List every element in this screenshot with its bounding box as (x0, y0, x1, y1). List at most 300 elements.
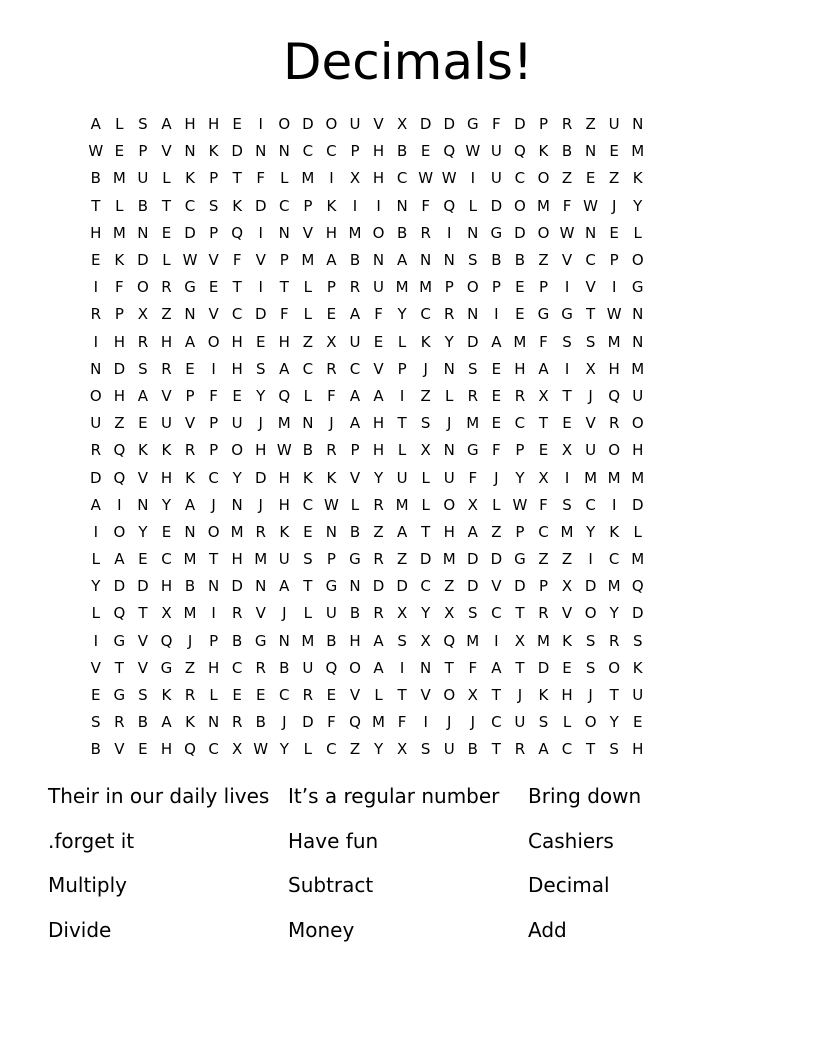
grid-letter: P (209, 631, 219, 650)
grid-letter: C (208, 740, 219, 759)
grid-letter: A (467, 522, 478, 541)
grid-letter: D (537, 658, 550, 677)
grid-letter: H (278, 495, 290, 514)
grid-letter: S (138, 115, 148, 134)
grid-letter: H (372, 142, 385, 161)
grid-row (84, 329, 744, 356)
grid-letter: R (608, 414, 620, 433)
grid-letter: Z (114, 414, 125, 433)
grid-letter: P (350, 441, 360, 460)
grid-letter: P (515, 522, 525, 541)
grid-letter: S (585, 332, 596, 351)
grid-letter: M (112, 169, 126, 188)
grid-letter: X (420, 631, 431, 650)
grid-letter: N (325, 522, 338, 541)
grid-letter: Q (325, 658, 338, 677)
grid-letter: N (467, 305, 479, 324)
grid-letter: E (562, 414, 572, 433)
grid-letter: M (277, 414, 291, 433)
word-list (48, 774, 788, 952)
grid-letter: B (90, 169, 101, 188)
grid-letter: U (443, 468, 455, 487)
grid-letter: H (255, 441, 267, 460)
grid-letter: L (303, 740, 313, 759)
grid-letter: Z (609, 169, 620, 188)
grid-letter: D (584, 577, 597, 596)
grid-letter: U (349, 115, 361, 134)
grid-letter: V (161, 386, 172, 405)
grid-letter: H (90, 223, 102, 242)
grid-letter: G (184, 278, 196, 297)
grid-letter: C (396, 169, 408, 188)
grid-letter: X (349, 169, 361, 188)
grid-letter: X (137, 305, 149, 324)
grid-letter: N (231, 495, 243, 514)
grid-letter: C (585, 251, 596, 270)
grid-letter: U (490, 142, 502, 161)
word-list-row (48, 819, 788, 864)
grid-letter: Q (514, 142, 526, 161)
grid-letter: M (536, 196, 550, 215)
word-list-item: Decimal (528, 873, 610, 898)
grid-letter: M (301, 631, 315, 650)
grid-letter: H (160, 577, 173, 596)
grid-letter: R (349, 278, 361, 297)
grid-letter: C (561, 740, 573, 759)
grid-letter: M (631, 468, 645, 487)
grid-letter: V (184, 414, 196, 433)
grid-letter: I (611, 495, 617, 514)
grid-row (84, 437, 744, 464)
grid-row (84, 464, 744, 491)
grid-letter: V (373, 115, 384, 134)
grid-letter: J (447, 713, 452, 732)
grid-letter: B (255, 713, 266, 732)
grid-letter: F (232, 251, 242, 270)
grid-row (84, 492, 744, 519)
grid-letter: Z (538, 251, 549, 270)
grid-letter: F (539, 332, 548, 351)
grid-letter: M (466, 414, 480, 433)
grid-letter: V (90, 658, 101, 677)
grid-letter: Z (585, 115, 596, 134)
grid-letter: P (350, 142, 360, 161)
grid-letter: S (397, 631, 407, 650)
grid-letter: C (208, 468, 219, 487)
grid-letter: K (420, 332, 431, 351)
grid-letter: N (207, 713, 220, 732)
grid-letter: H (113, 332, 125, 351)
grid-row (84, 220, 744, 247)
grid-letter: H (231, 550, 243, 569)
grid-letter: S (91, 713, 101, 732)
grid-letter: P (538, 577, 548, 596)
grid-letter: R (184, 441, 196, 460)
grid-letter: U (632, 386, 644, 405)
grid-letter: K (161, 441, 172, 460)
grid-letter: F (327, 386, 336, 405)
grid-letter: V (349, 686, 361, 705)
grid-letter: E (161, 223, 172, 242)
grid-letter: R (608, 631, 620, 650)
grid-letter: E (255, 686, 266, 705)
grid-letter: T (161, 196, 172, 215)
grid-letter: I (470, 169, 475, 188)
grid-letter: P (303, 196, 313, 215)
grid-letter: C (302, 495, 314, 514)
grid-letter: N (90, 359, 102, 378)
grid-letter: U (231, 414, 243, 433)
grid-letter: C (231, 305, 243, 324)
grid-letter: I (93, 631, 98, 650)
grid-letter: P (279, 251, 289, 270)
grid-letter: A (184, 332, 196, 351)
grid-letter: D (254, 468, 267, 487)
grid-letter: E (609, 142, 619, 161)
grid-letter: H (231, 359, 243, 378)
grid-letter: A (326, 251, 337, 270)
grid-letter: P (444, 278, 454, 297)
grid-letter: J (423, 359, 428, 378)
grid-letter: Y (279, 740, 289, 759)
grid-letter: H (184, 115, 196, 134)
grid-letter: Q (113, 468, 126, 487)
grid-letter: C (538, 522, 549, 541)
grid-letter: N (632, 115, 644, 134)
grid-letter: E (326, 305, 337, 324)
grid-letter: N (184, 142, 196, 161)
grid-letter: R (161, 278, 172, 297)
grid-letter: V (491, 577, 502, 596)
grid-letter: X (538, 386, 549, 405)
grid-row (84, 165, 744, 192)
grid-letter: O (349, 658, 361, 677)
grid-letter: M (183, 604, 197, 623)
grid-letter: K (302, 468, 313, 487)
grid-letter: M (301, 169, 315, 188)
grid-letter: D (419, 550, 432, 569)
grid-letter: Y (138, 522, 148, 541)
grid-letter: E (538, 441, 549, 460)
grid-letter: B (137, 196, 149, 215)
grid-letter: N (184, 305, 196, 324)
grid-letter: J (258, 495, 263, 514)
grid-letter: E (420, 142, 431, 161)
grid-letter: V (208, 251, 219, 270)
grid-letter: Q (160, 631, 173, 650)
grid-letter: N (278, 223, 290, 242)
grid-letter: A (396, 522, 408, 541)
grid-letter: E (138, 740, 148, 759)
grid-letter: J (494, 468, 499, 487)
grid-letter: R (161, 359, 172, 378)
grid-letter: R (373, 604, 384, 623)
grid-letter: K (632, 169, 643, 188)
grid-letter: P (326, 278, 336, 297)
grid-letter: T (444, 658, 454, 677)
grid-letter: U (90, 414, 102, 433)
grid-letter: P (491, 278, 501, 297)
grid-letter: U (514, 713, 526, 732)
grid-letter: R (514, 386, 526, 405)
grid-letter: D (302, 713, 314, 732)
grid-letter: N (255, 577, 267, 596)
grid-letter: I (258, 278, 263, 297)
word-list-row (48, 908, 788, 953)
grid-letter: W (441, 169, 457, 188)
word-list-item: Have fun (288, 828, 379, 853)
grid-letter: L (162, 251, 171, 270)
grid-letter: Q (113, 441, 126, 460)
grid-letter: C (231, 658, 243, 677)
grid-letter: K (279, 522, 290, 541)
grid-letter: Y (515, 468, 525, 487)
grid-letter: O (443, 686, 456, 705)
grid-letter: A (538, 740, 549, 759)
grid-letter: M (560, 522, 574, 541)
word-list-item: Bring down (528, 784, 642, 809)
grid-letter: C (161, 550, 172, 569)
grid-row (84, 736, 744, 763)
word-list-item: Subtract (288, 873, 374, 898)
grid-letter: K (538, 686, 549, 705)
grid-letter: J (211, 495, 216, 514)
grid-letter: Y (397, 305, 407, 324)
grid-letter: V (208, 305, 219, 324)
grid-letter: I (564, 468, 570, 487)
grid-letter: D (419, 115, 432, 134)
grid-letter: U (608, 115, 620, 134)
grid-letter: G (537, 305, 550, 324)
grid-letter: R (467, 386, 478, 405)
grid-letter: R (231, 713, 243, 732)
grid-letter: U (137, 169, 149, 188)
grid-letter: P (326, 550, 336, 569)
grid-letter: M (301, 251, 315, 270)
grid-letter: L (280, 169, 289, 188)
grid-letter: C (491, 604, 502, 623)
grid-letter: J (517, 686, 523, 705)
grid-letter: O (278, 115, 291, 134)
grid-letter: R (326, 359, 337, 378)
grid-letter: F (256, 169, 266, 188)
grid-letter: W (465, 142, 481, 161)
grid-letter: C (279, 686, 290, 705)
grid-letter: I (611, 278, 617, 297)
grid-letter: G (490, 223, 503, 242)
grid-letter: A (161, 115, 172, 134)
grid-letter: D (396, 577, 408, 596)
grid-letter: Z (161, 305, 172, 324)
grid-row (84, 628, 744, 655)
grid-letter: O (372, 223, 385, 242)
grid-letter: A (349, 414, 361, 433)
grid-row (84, 546, 744, 573)
grid-letter: S (609, 740, 619, 759)
grid-letter: T (421, 522, 431, 541)
grid-letter: I (588, 550, 593, 569)
grid-letter: V (349, 468, 361, 487)
grid-letter: V (137, 658, 149, 677)
grid-letter: I (329, 169, 334, 188)
grid-letter: E (491, 414, 502, 433)
grid-letter: Z (491, 522, 502, 541)
grid-letter: L (303, 278, 313, 297)
grid-letter: I (423, 713, 428, 732)
grid-letter: O (231, 441, 244, 460)
grid-letter: W (276, 441, 292, 460)
grid-letter: E (138, 550, 148, 569)
grid-letter: E (232, 686, 242, 705)
grid-letter: H (207, 658, 220, 677)
grid-letter: R (184, 686, 196, 705)
grid-letter: M (348, 223, 362, 242)
grid-letter: K (185, 468, 195, 487)
grid-letter: I (211, 604, 216, 623)
grid-letter: G (514, 550, 526, 569)
grid-letter: C (326, 142, 337, 161)
grid-letter: S (208, 196, 219, 215)
grid-letter: R (514, 740, 526, 759)
grid-letter: A (396, 251, 408, 270)
grid-letter: T (303, 577, 313, 596)
grid-letter: E (326, 686, 337, 705)
grid-letter: V (302, 223, 313, 242)
grid-letter: L (91, 604, 100, 623)
grid-letter: N (349, 577, 361, 596)
grid-letter: M (513, 332, 527, 351)
grid-letter: S (138, 686, 148, 705)
grid-letter: X (444, 604, 455, 623)
grid-row (84, 655, 744, 682)
grid-letter: O (137, 278, 149, 297)
grid-letter: Q (184, 740, 196, 759)
grid-letter: U (278, 550, 290, 569)
grid-letter: M (607, 332, 621, 351)
grid-letter: D (113, 359, 126, 378)
word-list-item: Add (528, 918, 567, 943)
grid-letter: B (349, 251, 361, 270)
grid-letter: Y (373, 468, 384, 487)
grid-letter: L (397, 332, 407, 351)
grid-letter: H (278, 468, 290, 487)
grid-letter: R (90, 305, 101, 324)
grid-letter: H (561, 686, 573, 705)
grid-letter: R (302, 686, 314, 705)
grid-letter: J (258, 414, 263, 433)
grid-letter: Z (561, 550, 573, 569)
grid-letter: E (255, 332, 266, 351)
grid-letter: M (183, 550, 197, 569)
grid-letter: W (559, 223, 575, 242)
grid-letter: N (443, 251, 455, 270)
grid-letter: H (372, 169, 385, 188)
grid-letter: N (584, 142, 597, 161)
grid-letter: B (326, 631, 337, 650)
word-list-row (48, 774, 788, 819)
grid-letter: Q (443, 196, 456, 215)
grid-letter: Q (608, 386, 621, 405)
grid-letter: I (93, 278, 98, 297)
word-list-item: Money (288, 918, 355, 943)
grid-letter: P (397, 359, 407, 378)
grid-letter: V (561, 251, 573, 270)
grid-letter: P (209, 414, 219, 433)
grid-letter: Z (349, 740, 361, 759)
grid-letter: H (207, 115, 220, 134)
grid-letter: E (373, 332, 384, 351)
grid-letter: M (372, 713, 385, 732)
grid-letter: E (232, 115, 242, 134)
grid-letter: D (467, 577, 479, 596)
grid-letter: F (327, 713, 336, 732)
grid-letter: L (633, 223, 642, 242)
grid-letter: C (184, 196, 196, 215)
grid-letter: N (420, 658, 432, 677)
grid-row (84, 519, 744, 546)
grid-letter: D (372, 577, 385, 596)
grid-letter: T (232, 278, 242, 297)
grid-letter: R (114, 713, 125, 732)
grid-letter: D (113, 577, 126, 596)
grid-letter: R (255, 658, 266, 677)
grid-letter: U (396, 468, 408, 487)
grid-letter: G (113, 631, 126, 650)
grid-letter: E (208, 278, 219, 297)
grid-letter: A (373, 386, 384, 405)
grid-letter: U (160, 414, 172, 433)
grid-letter: N (632, 305, 644, 324)
grid-letter: A (491, 332, 502, 351)
grid-letter: C (491, 713, 502, 732)
grid-letter: S (562, 332, 572, 351)
grid-letter: W (512, 495, 528, 514)
grid-letter: P (114, 305, 124, 324)
grid-letter: C (279, 196, 290, 215)
grid-letter: A (349, 386, 361, 405)
grid-letter: H (160, 740, 173, 759)
grid-letter: D (90, 468, 102, 487)
grid-letter: I (93, 332, 98, 351)
grid-letter: O (631, 251, 644, 270)
grid-letter: N (137, 495, 149, 514)
grid-letter: V (137, 631, 149, 650)
grid-letter: B (184, 577, 196, 596)
grid-letter: Y (373, 740, 384, 759)
grid-letter: R (561, 115, 573, 134)
grid-letter: S (632, 631, 643, 650)
grid-letter: C (349, 359, 361, 378)
grid-letter: C (514, 414, 526, 433)
grid-letter: U (325, 604, 337, 623)
grid-letter: S (138, 359, 148, 378)
grid-letter: F (209, 386, 218, 405)
grid-letter: V (561, 604, 573, 623)
grid-letter: T (586, 740, 596, 759)
grid-letter: K (632, 658, 643, 677)
grid-letter: I (494, 305, 499, 324)
grid-letter: V (161, 142, 172, 161)
grid-letter: V (585, 278, 596, 297)
grid-row (84, 111, 744, 138)
grid-letter: I (399, 386, 405, 405)
grid-letter: E (609, 223, 619, 242)
grid-letter: Q (231, 223, 244, 242)
grid-letter: A (184, 495, 196, 514)
grid-letter: J (611, 196, 617, 215)
grid-letter: X (326, 332, 337, 351)
grid-letter: Q (278, 386, 291, 405)
